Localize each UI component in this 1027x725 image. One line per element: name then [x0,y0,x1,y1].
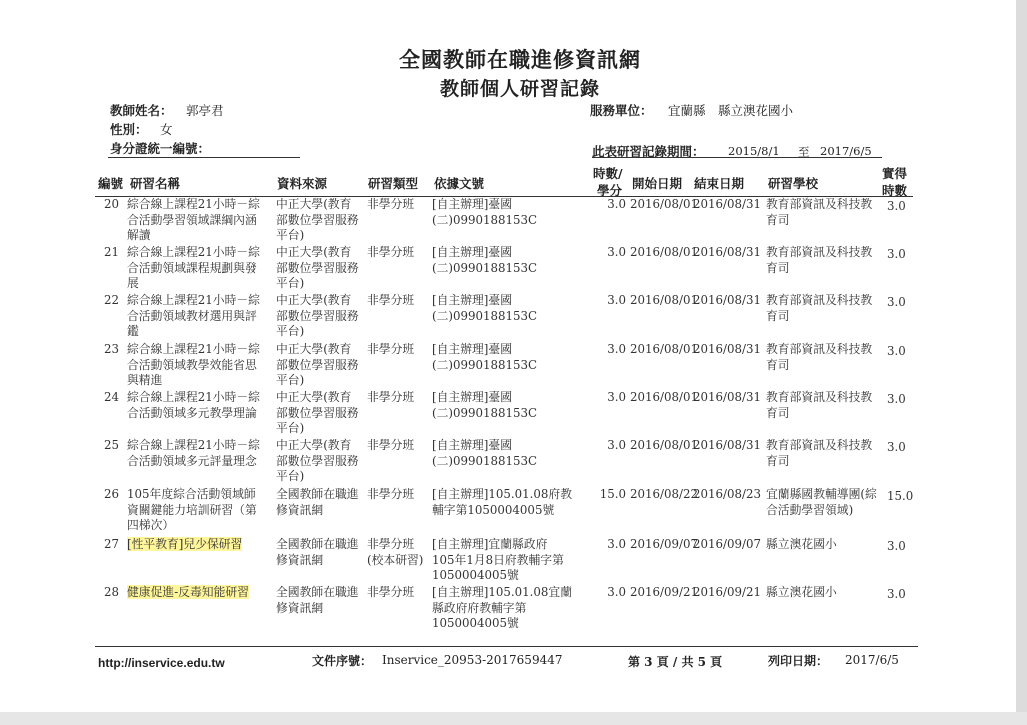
row-end-date: 2016/08/31 [693,197,761,211]
row-start-date: 2016/08/01 [630,438,698,452]
col-header-start: 開始日期 [632,176,683,191]
row-source: 中正大學(教育部數位學習服務平台) [276,342,359,387]
record-period-to-label: 至 [798,145,810,159]
row-source: 中正大學(教育部數位學習服務平台) [276,438,359,483]
row-school: 宜蘭縣國教輔導團(綜合活動學習領域) [766,487,877,517]
row-course: 105年度綜合活動領域師資關鍵能力培訓研習（第四梯次） [127,487,257,532]
row-basis: [自主辦理]臺國(二)0990188153C [432,197,538,227]
row-start-date: 2016/08/01 [630,293,698,307]
row-course: 綜合線上課程21小時－綜合活動領域教材選用與評鑑 [127,293,260,338]
row-course: 綜合線上課程21小時－綜合活動領域多元評量理念 [127,438,260,468]
row-credit: 3.0 [887,344,906,358]
footer-print-label: 列印日期： [768,654,829,668]
row-credit: 3.0 [887,295,906,309]
row-school: 縣立澳花國小 [766,537,837,551]
row-basis: [自主辦理]臺國(二)0990188153C [432,390,538,420]
row-hours: 3.0 [607,585,626,599]
service-unit-county: 宜蘭縣 [668,103,706,118]
row-school: 教育部資訊及科技教育司 [766,245,873,275]
record-period-from: 2015/8/1 [728,144,780,158]
row-source: 中正大學(教育部數位學習服務平台) [276,245,359,290]
row-course: 綜合線上課程21小時－綜合活動學習領域課綱內涵解讀 [127,197,260,242]
col-header-school: 研習學校 [768,176,819,191]
row-basis: [自主辦理]臺國(二)0990188153C [432,438,538,468]
row-hours: 3.0 [607,342,626,356]
row-type: 非學分班 [367,293,415,307]
row-no: 23 [104,342,120,356]
row-credit: 3.0 [887,587,906,601]
row-credit: 3.0 [887,440,906,454]
row-no: 27 [104,537,120,551]
row-credit: 3.0 [887,392,906,406]
row-no: 22 [104,293,120,307]
row-type: 非學分班 [367,390,415,404]
info-divider-right [592,157,882,158]
row-end-date: 2016/08/31 [693,390,761,404]
row-type: 非學分班 [367,197,415,211]
col-header-credit-line1: 實得 [882,166,908,181]
row-course: 綜合線上課程21小時－綜合活動領域多元教學理論 [127,390,260,420]
row-school: 縣立澳花國小 [766,585,837,599]
col-header-hours-line2: 學分 [597,183,623,198]
row-no: 26 [104,487,120,501]
footer-url: http://inservice.edu.tw [98,656,225,670]
row-type: 非學分班 [367,438,415,452]
row-hours: 3.0 [607,197,626,211]
document-subtitle: 教師個人研習記錄 [439,78,600,100]
row-basis: [自主辦理]105.01.08府教輔字第1050004005號 [432,487,573,517]
row-source: 中正大學(教育部數位學習服務平台) [276,197,359,242]
row-course: 綜合線上課程21小時－綜合活動領域課程規劃與發展 [127,245,260,290]
row-course-highlighted [127,537,242,553]
row-credit: 15.0 [887,489,914,503]
service-unit-label: 服務單位： [590,103,653,118]
row-basis: [自主辦理]臺國(二)0990188153C [432,245,538,275]
row-school: 教育部資訊及科技教育司 [766,438,873,468]
col-header-no: 編號 [98,176,124,191]
row-end-date: 2016/08/31 [693,293,761,307]
record-period-label: 此表研習記錄期間： [592,144,705,159]
row-end-date: 2016/08/23 [693,487,761,501]
row-hours: 3.0 [607,438,626,452]
row-course: 綜合線上課程21小時－綜合活動領域教學效能省思與精進 [127,342,260,387]
row-type: 非學分班 [367,342,415,356]
row-source: 中正大學(教育部數位學習服務平台) [276,293,359,338]
row-course-text: [性平教育]兒少保研習 [127,537,243,551]
row-basis: [自主辦理]宜蘭縣政府105年1月8日府教輔字第1050004005號 [432,537,564,582]
teacher-name: 郭亭君 [186,103,224,118]
col-header-type: 研習類型 [368,176,419,191]
row-end-date: 2016/08/31 [693,245,761,259]
footer-divider [95,646,918,647]
row-start-date: 2016/08/01 [630,390,698,404]
row-start-date: 2016/08/01 [630,197,698,211]
row-type: 非學分班 [367,487,415,501]
col-header-source: 資料來源 [277,176,328,191]
row-end-date: 2016/08/31 [693,342,761,356]
col-header-end: 結束日期 [694,176,745,191]
row-no: 20 [104,197,120,211]
row-end-date: 2016/08/31 [693,438,761,452]
row-start-date: 2016/08/22 [630,487,698,501]
row-hours: 3.0 [607,537,626,551]
row-no: 28 [104,585,120,599]
row-source: 全國教師在職進修資訊網 [276,487,359,517]
row-start-date: 2016/08/01 [630,342,698,356]
row-school: 教育部資訊及科技教育司 [766,293,873,323]
id-number-label: 身分證統一編號： [110,141,211,156]
row-no: 25 [104,438,120,452]
row-no: 24 [104,390,120,404]
row-type: 非學分班(校本研習) [367,537,424,567]
row-no: 21 [104,245,120,259]
service-unit-school: 縣立澳花國小 [718,103,794,118]
row-basis: [自主辦理]105.01.08宜蘭縣政府府教輔字第1050004005號 [432,585,573,630]
footer-doc-label: 文件序號： [312,654,373,668]
footer-page-indicator: 第 3 頁 / 共 5 頁 [628,655,723,669]
document-title: 全國教師在職進修資訊網 [399,47,641,72]
record-period-to: 2017/6/5 [820,144,872,158]
scan-edge-right [1016,0,1027,725]
row-source: 中正大學(教育部數位學習服務平台) [276,390,359,435]
row-source: 全國教師在職進修資訊網 [276,537,359,567]
teacher-name-label: 教師姓名： [110,103,173,118]
row-credit: 3.0 [887,539,906,553]
footer-doc-number: Inservice_20953-2017659447 [382,653,563,667]
gender-value: 女 [160,122,173,137]
row-type: 非學分班 [367,585,415,599]
row-school: 教育部資訊及科技教育司 [766,342,873,372]
row-source: 全國教師在職進修資訊網 [276,585,359,615]
row-basis: [自主辦理]臺國(二)0990188153C [432,293,538,323]
row-hours: 3.0 [607,293,626,307]
footer-print-date: 2017/6/5 [845,653,899,667]
gender-label: 性別： [110,122,148,137]
row-course-text: 健康促進-反毒知能研習 [127,585,249,599]
col-header-credit-line2: 時數 [882,183,908,198]
row-start-date: 2016/09/07 [630,537,698,551]
row-school: 教育部資訊及科技教育司 [766,390,873,420]
row-course-highlighted [127,585,249,601]
row-hours: 15.0 [599,487,626,501]
info-divider-left [108,157,300,158]
col-header-course: 研習名稱 [130,176,181,191]
row-end-date: 2016/09/21 [693,585,761,599]
col-header-hours-line1: 時數/ [593,166,623,181]
row-credit: 3.0 [887,199,906,213]
row-school: 教育部資訊及科技教育司 [766,197,873,227]
row-end-date: 2016/09/07 [693,537,761,551]
row-start-date: 2016/09/21 [630,585,698,599]
row-basis: [自主辦理]臺國(二)0990188153C [432,342,538,372]
row-credit: 3.0 [887,247,906,261]
row-start-date: 2016/08/01 [630,245,698,259]
row-type: 非學分班 [367,245,415,259]
col-header-basis: 依據文號 [434,176,485,191]
row-hours: 3.0 [607,390,626,404]
row-hours: 3.0 [607,245,626,259]
scan-edge-bottom [0,712,1027,725]
